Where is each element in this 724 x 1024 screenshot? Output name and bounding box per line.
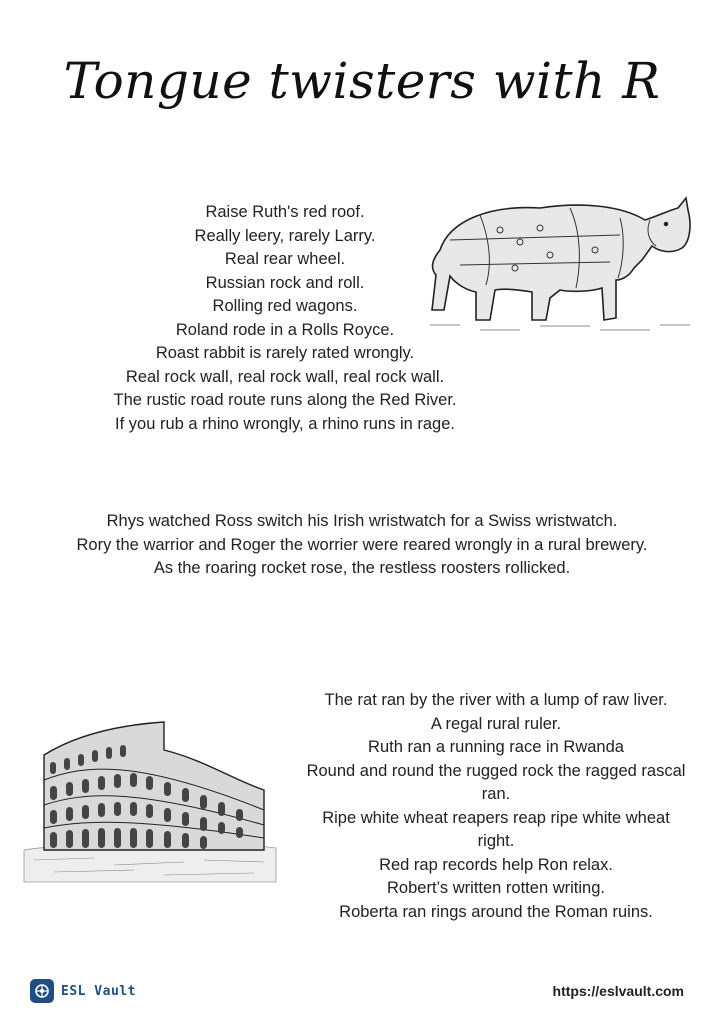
- twister-line: As the roaring rocket rose, the restless roosters rollicked.: [153, 559, 571, 577]
- twister-line: Really leery, rarely Larry.: [194, 226, 376, 245]
- twister-line: The rat ran by the river with a lump of raw liver.: [324, 691, 668, 709]
- twister-line: Rhys watched Ross switch his Irish wristwatch for a Swiss wristwatch.: [106, 512, 618, 530]
- vault-icon: [30, 979, 54, 1003]
- twister-line: Ripe white wheat reapers reap ripe white wheat right.: [322, 808, 670, 850]
- twister-list-3: [306, 689, 686, 924]
- twister-line: The rustic road route runs along the Red River.: [113, 391, 457, 409]
- twister-line: Red rap records help Ron relax.: [379, 855, 613, 874]
- logo-text: ESL Vault: [61, 983, 136, 999]
- esl-vault-logo[interactable]: [30, 979, 136, 1003]
- twister-line: Rory the warrior and Roger the worrier were reared wrongly in a rural brewery.: [76, 535, 648, 554]
- twister-line: A regal rural ruler.: [430, 714, 562, 733]
- twister-line: Round and round the rugged rock the ragged rascal ran.: [306, 761, 686, 803]
- twister-line: Raise Ruth's red roof.: [205, 203, 365, 221]
- colosseum-illustration: [14, 710, 286, 890]
- twister-line: Real rock wall, real rock wall, real rock wall.: [125, 367, 445, 386]
- twister-list-2: [10, 510, 714, 581]
- twister-line: Ruth ran a running race in Rwanda: [368, 738, 624, 756]
- twister-line: Roland rode in a Rolls Royce.: [175, 320, 395, 339]
- twister-line: Russian rock and roll.: [205, 273, 365, 292]
- footer-url-link[interactable]: https://eslvault.com: [552, 983, 684, 999]
- twister-line: If you rub a rhino wrongly, a rhino runs in rage.: [115, 414, 455, 433]
- twister-line: Robert’s written rotten writing.: [387, 879, 605, 897]
- page-title: Tongue twisters with R: [63, 52, 661, 110]
- twister-line: Real rear wheel.: [224, 250, 346, 268]
- twister-line: Roberta ran rings around the Roman ruins.: [339, 902, 653, 921]
- twister-line: Rolling red wagons.: [212, 297, 358, 315]
- rhino-illustration: [420, 180, 700, 340]
- twister-line: Roast rabbit is rarely rated wrongly.: [155, 344, 415, 362]
